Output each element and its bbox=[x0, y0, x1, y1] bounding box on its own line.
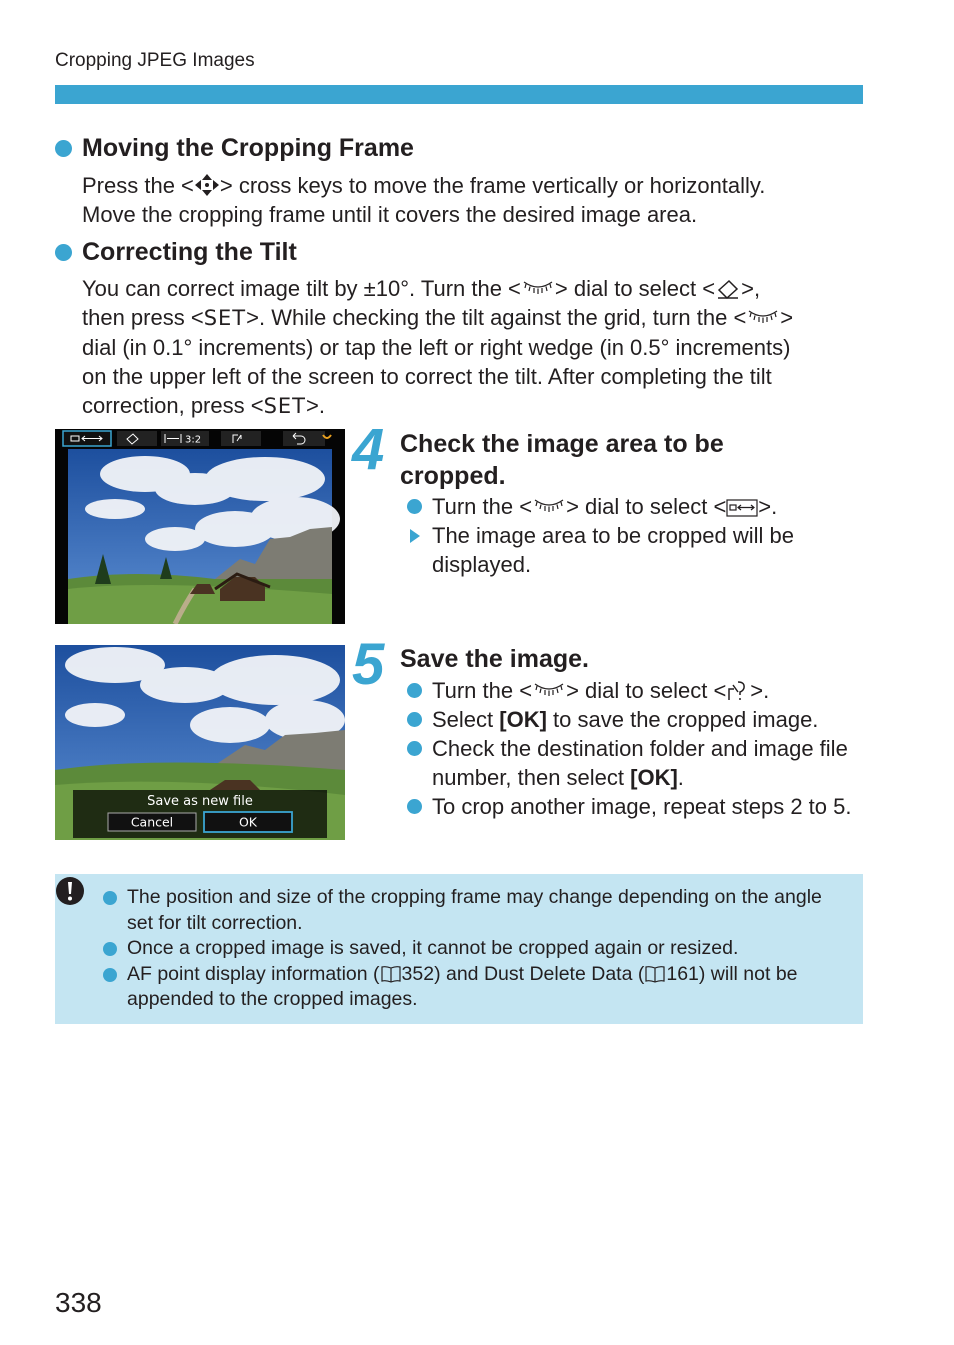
main-dial-icon bbox=[746, 307, 780, 329]
list-item: Once a cropped image is saved, it cannot be cropped again or resized. bbox=[103, 936, 843, 962]
set-button-icon: SET bbox=[263, 394, 307, 418]
crop-frame-icon bbox=[726, 498, 758, 518]
main-dial-icon bbox=[532, 680, 566, 702]
result-arrow-icon bbox=[410, 529, 420, 543]
step-number-5: 5 bbox=[352, 632, 385, 697]
moving-paragraph: Press the < > cross keys to move the frame vertically or horizontally. Move the cropping frame until it covers the desired image area. bbox=[82, 173, 766, 227]
step4-title: Check the image area to be cropped. bbox=[400, 430, 724, 490]
book-icon bbox=[644, 964, 666, 984]
svg-text:OK: OK bbox=[238, 814, 258, 830]
list-item: To crop another image, repeat steps 2 to 5. bbox=[407, 792, 872, 821]
list-item: Check the destination folder and image file number, then select [OK]. bbox=[407, 734, 872, 792]
bullet-icon bbox=[103, 942, 117, 956]
bullet-icon bbox=[55, 140, 72, 157]
page-number: 338 bbox=[55, 1287, 102, 1318]
tilt-correction-icon bbox=[715, 278, 741, 300]
step5-title: Save the image. bbox=[400, 645, 589, 673]
book-icon bbox=[380, 964, 402, 984]
list-item: Turn the < > dial to select < >. bbox=[407, 676, 872, 705]
caution-icon bbox=[55, 876, 85, 906]
list-item: Select [OK] to save the cropped image. bbox=[407, 705, 872, 734]
step5-list bbox=[407, 676, 872, 821]
save-file-icon bbox=[726, 680, 750, 702]
bullet-icon bbox=[55, 244, 72, 261]
bullet-icon bbox=[103, 968, 117, 982]
bullet-icon bbox=[407, 712, 422, 727]
step-number-4: 4 bbox=[352, 417, 385, 482]
step5-screen-image bbox=[55, 645, 345, 840]
caution-box bbox=[55, 874, 863, 1024]
step4-screen-image bbox=[55, 429, 345, 624]
list-item: AF point display information ( 352) and Dust Delete Data ( 161) will not be appended to the cropped images. bbox=[103, 962, 843, 1013]
caution-list bbox=[103, 885, 843, 1013]
set-button-icon: SET bbox=[203, 306, 247, 330]
bullet-icon bbox=[407, 499, 422, 514]
bullet-icon bbox=[407, 683, 422, 698]
list-item: The position and size of the cropping frame may change depending on the angle set for tilt correction. bbox=[103, 885, 843, 936]
list-item: The image area to be cropped will be displayed. bbox=[407, 521, 872, 579]
svg-text:Cancel: Cancel bbox=[130, 814, 174, 830]
bullet-icon bbox=[407, 799, 422, 814]
camera-screen-crop bbox=[55, 429, 345, 624]
list-item: Turn the < > dial to select < >. bbox=[407, 492, 872, 521]
bullet-icon bbox=[407, 741, 422, 756]
cross-keys-icon bbox=[194, 173, 220, 197]
dialog-title: Save as new file bbox=[147, 794, 253, 809]
main-dial-icon bbox=[532, 496, 566, 518]
bullet-icon bbox=[103, 891, 117, 905]
section-title-tilt: Correcting the Tilt bbox=[55, 238, 297, 267]
step4-list bbox=[407, 492, 872, 579]
tilt-paragraph: You can correct image tilt by ±10°. Turn the < > dial to select < >, then press <SET>. While checking the tilt against the grid, turn the < > dial (in 0.1° increments) or tap the left or right wedge (in 0.5° increments) on the upper left of the screen to correct the tilt. After completing the tilt correction, press <SET>. bbox=[82, 276, 794, 418]
main-dial-icon bbox=[521, 278, 555, 300]
header-bar bbox=[55, 85, 863, 104]
section-title-moving: Moving the Cropping Frame bbox=[55, 134, 414, 163]
aspect-ratio-label: 3:2 bbox=[185, 434, 202, 446]
camera-screen-save bbox=[55, 645, 345, 840]
running-header: Cropping JPEG Images bbox=[55, 50, 255, 71]
